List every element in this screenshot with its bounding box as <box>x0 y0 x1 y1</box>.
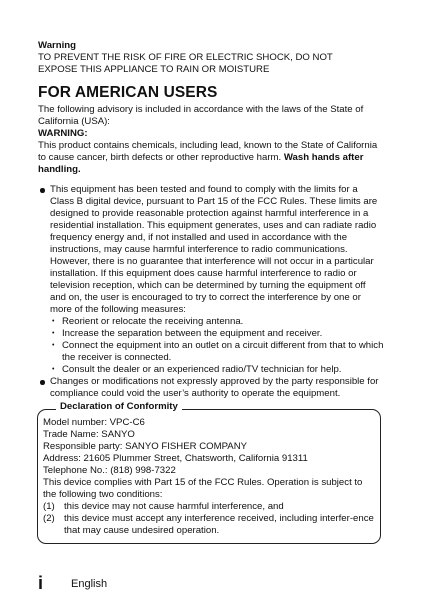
warning-title: Warning <box>38 40 77 51</box>
page-content <box>38 40 384 400</box>
condition-number: (2) <box>43 513 55 524</box>
page-marker: i <box>38 573 44 593</box>
fcc-bullet-item: Changes or modifications not expressly approved by the party responsible for compliance could void the user’s authority to operate the equipment. <box>38 376 384 400</box>
measure-item: • Connect the equipment into an outlet on a circuit different from that to which the receiver is connected. <box>50 340 384 364</box>
measures-list <box>50 316 384 376</box>
fcc-compliance-text: This equipment has been tested and found to comply with the limits for a Class B digital device, pursuant to Part 15 of the FCC Rules. These limits are designed to provide reasonable protection against harmful interference in a residential installation. This equipment generates, uses and can radiate radio frequency energy and, if not installed and used in accordance with the instructions, may cause harmful interference to radio communications. However, there is no guarantee that interference will not occur in a particular installation. If this equipment does cause harmful interference to radio or television reception, which can be determined by turning the equipment off and on, the user is encouraged to try to correct the interference by one or more of the following measures: <box>50 184 378 315</box>
condition-item <box>43 501 377 513</box>
warning-line-1: TO PREVENT THE RISK OF FIRE OR ELECTRIC SHOCK, DO NOT <box>38 52 333 63</box>
fcc-bullet-list <box>38 184 384 400</box>
section-title: FOR AMERICAN USERS <box>38 84 218 101</box>
measure-item: • Increase the separation between the equipment and receiver. <box>50 328 384 340</box>
declaration-content <box>43 417 377 537</box>
california-warning-label: WARNING: <box>38 128 88 139</box>
measure-item: • Reorient or relocate the receiving antenna. <box>50 316 384 328</box>
language-label: English <box>71 578 108 590</box>
condition-text: this device may not cause harmful interference, and <box>64 501 284 512</box>
condition-item <box>43 513 377 537</box>
responsible-party: Responsible party: SANYO FISHER COMPANY <box>43 441 248 452</box>
california-warning-text <box>38 140 384 176</box>
address: Address: 21605 Plummer Street, Chatsworth, California 91311 <box>43 453 308 464</box>
condition-number: (1) <box>43 501 55 512</box>
measure-item: • Consult the dealer or an experienced radio/TV technician for help. <box>50 364 384 376</box>
fcc-bullet-item <box>38 184 384 376</box>
declaration-title: Declaration of Conformity <box>56 401 182 413</box>
telephone: Telephone No.: (818) 998-7322 <box>43 465 176 476</box>
compliance-statement: This device complies with Part 15 of the FCC Rules. Operation is subject to the following two conditions: <box>43 477 363 500</box>
advisory-intro: The following advisory is included in accordance with the laws of the State of California (USA): <box>38 104 364 127</box>
model-number: Model number: VPC-C6 <box>43 417 145 428</box>
trade-name: Trade Name: SANYO <box>43 429 135 440</box>
california-warning-body: This product contains chemicals, including lead, known to the State of California to cause cancer, birth defects or other reproductive harm. <box>38 140 378 163</box>
condition-text: this device must accept any interference received, including interfer-ence that may cause undesired operation. <box>64 513 374 536</box>
california-warning-bold: Wash hands after handling. <box>38 152 364 175</box>
warning-line-2: EXPOSE THIS APPLIANCE TO RAIN OR MOISTURE <box>38 64 270 75</box>
